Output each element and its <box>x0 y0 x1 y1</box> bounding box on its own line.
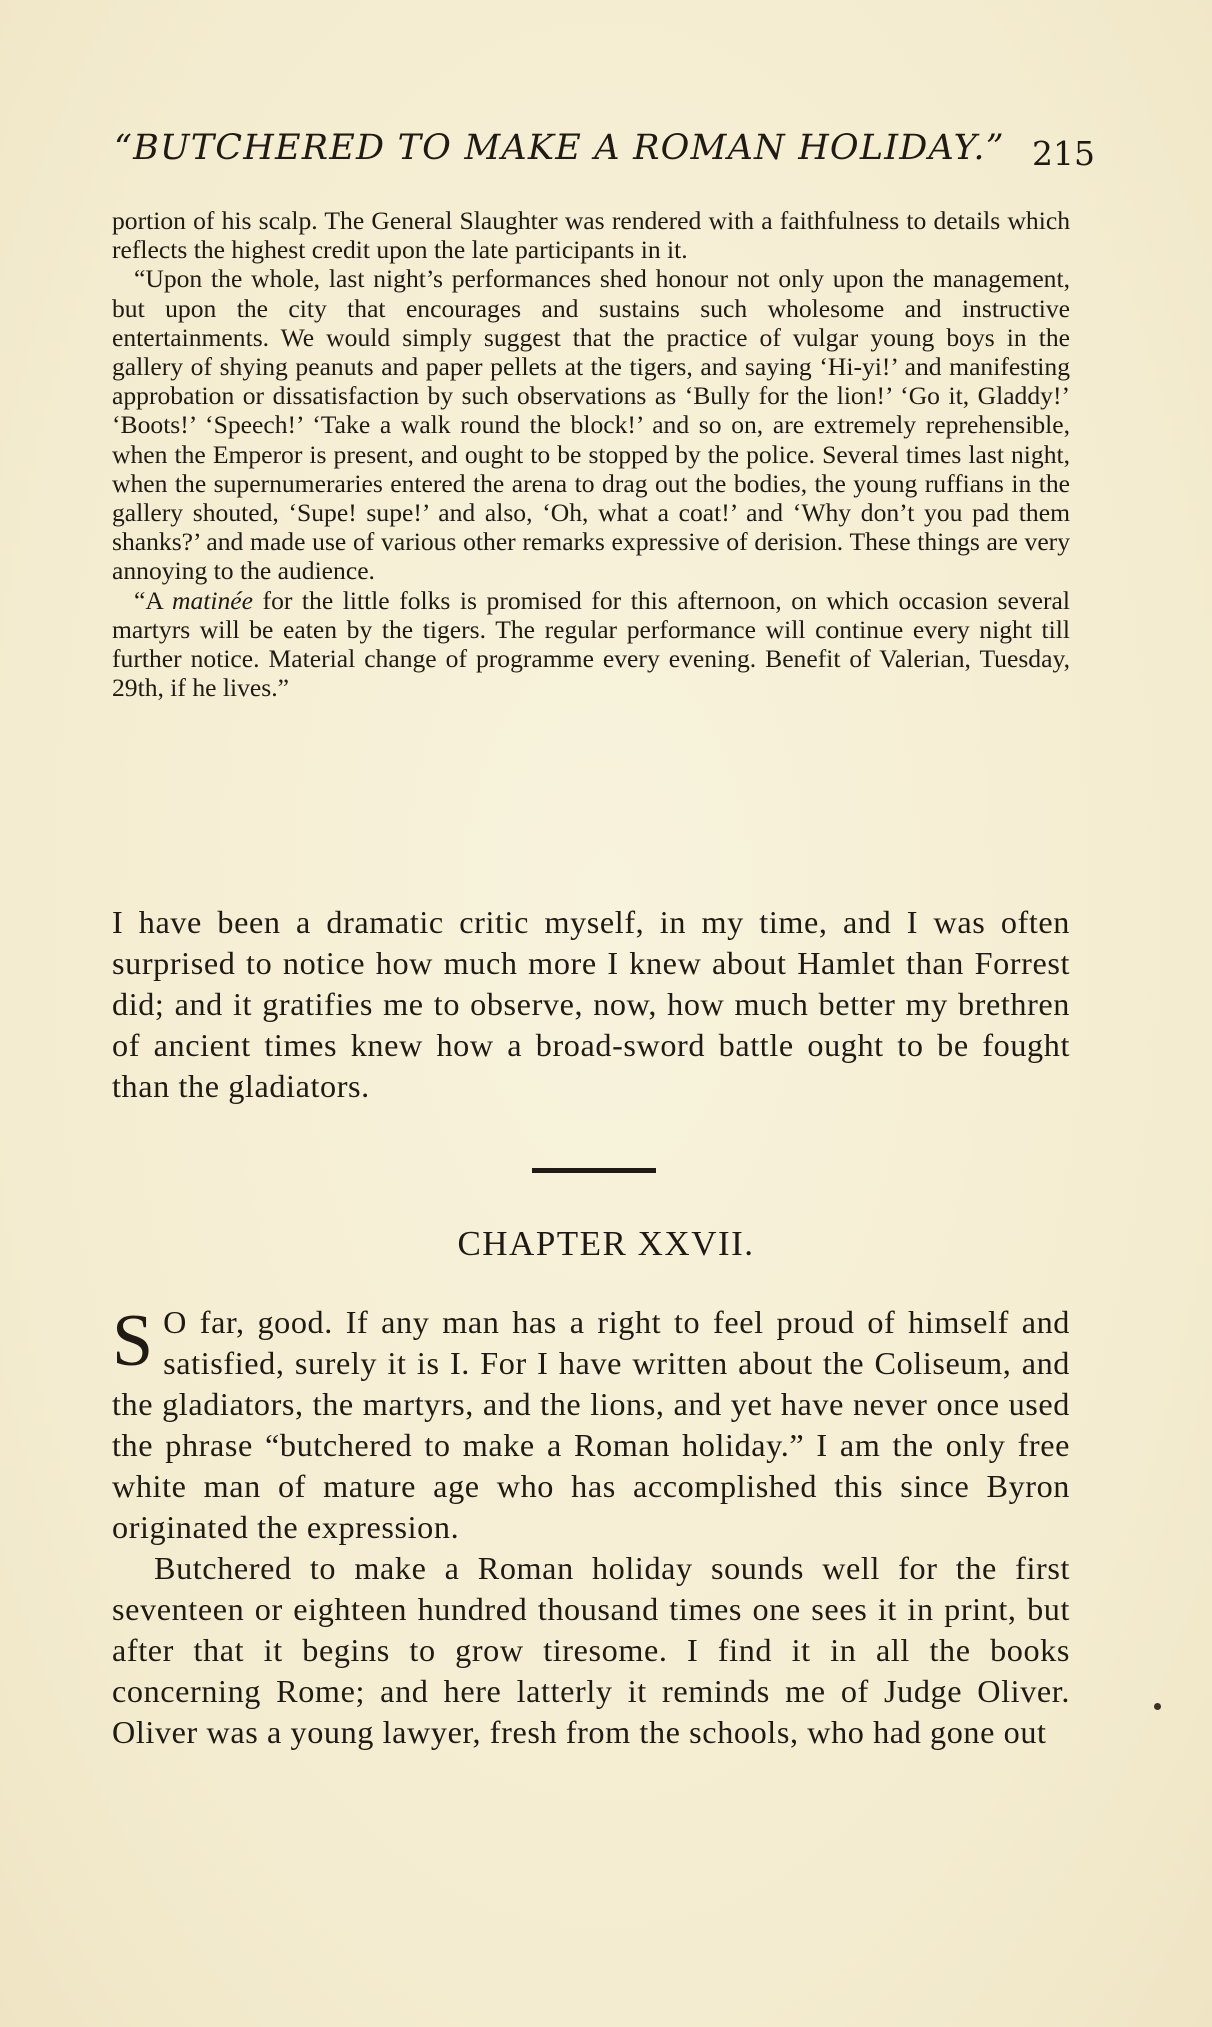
chapter-paragraph-text: O far, good. If any man has a right to feel proud of himself and satisfied, surely it is I. For I have written about the Coliseum, and the gladiators, the martyrs, and the lions, and yet have never once used the phrase “butchered to make a Roman holiday.” I am the only free white man of mature age who has accomplished this since Byron originated the expression. <box>112 1304 1070 1545</box>
page-header <box>110 128 1095 178</box>
running-head: “BUTCHERED TO MAKE A ROMAN HOLIDAY.” <box>114 128 1005 168</box>
italic-word: matinée <box>171 585 254 615</box>
quoted-newspaper-passage <box>112 206 1070 702</box>
chapter-title: CHAPTER XXVII. <box>457 1224 755 1263</box>
chapter-paragraph: Butchered to make a Roman holiday sounds well for the first seventeen or eighteen hundred thousand times one sees it in print, but after that it begins to grow tiresome. I find it in all the books concerning Rome; and here latterly it reminds me of Judge Oliver. Oliver was a young lawyer, fresh from the schools, who had gone out <box>112 1550 1070 1750</box>
quote-paragraph: “Upon the whole, last night’s performances shed honour not only upon the management, but upon the city that encourages and sustains such wholesome and instructive entertainments. We would simply suggest that the practice of vulgar young boys in the gallery of shying peanuts and paper pellets at the tigers, and saying ‘Hi-yi!’ and manifesting approbation or dissatisfaction by such observations as ‘Bully for the lion!’ ‘Go it, Gladdy!’ ‘Boots!’ ‘Speech!’ ‘Take a walk round the block!’ and so on, are extremely reprehensible, when the Emperor is present, and ought to be stopped by the police. Several times last night, when the supernumeraries entered the arena to drag out the bodies, the young ruffians in the gallery shouted, ‘Supe! supe!’ and also, ‘Oh, what a coat!’ and ‘Why don’t you pad them shanks?’ and made use of various other remarks expressive of derision. These things are very annoying to the audience. <box>112 264 1070 586</box>
quote-open: “A <box>134 585 172 615</box>
page-number: 215 <box>1032 134 1095 173</box>
paper-speck <box>1154 1703 1161 1710</box>
quote-paragraph <box>112 586 1070 703</box>
quote-paragraph: portion of his scalp. The General Slaughter was rendered with a faithfulness to details which reflects the highest credit upon the late participants in it. <box>112 206 1070 265</box>
chapter-paragraph <box>112 1302 1070 1548</box>
body-paragraph: I have been a dramatic critic myself, in my time, and I was often surprised to notice how much more I knew about Hamlet than Forrest did; and it gratifies me to observe, now, how much better my brethren of ancient times knew how a broad-sword battle ought to be fought than the gladiators. <box>112 904 1070 1104</box>
quote-rest: for the little folks is promised for this afternoon, on which occasion several martyrs will be eaten by the tigers. The regular performance will continue every night till further notice. Material change of programme every evening. Benefit of Valerian, Tuesday, 29th, if he lives.” <box>112 585 1070 703</box>
chapter-body <box>112 1302 1070 1753</box>
drop-cap: S <box>112 1300 154 1382</box>
section-divider <box>532 1168 656 1173</box>
